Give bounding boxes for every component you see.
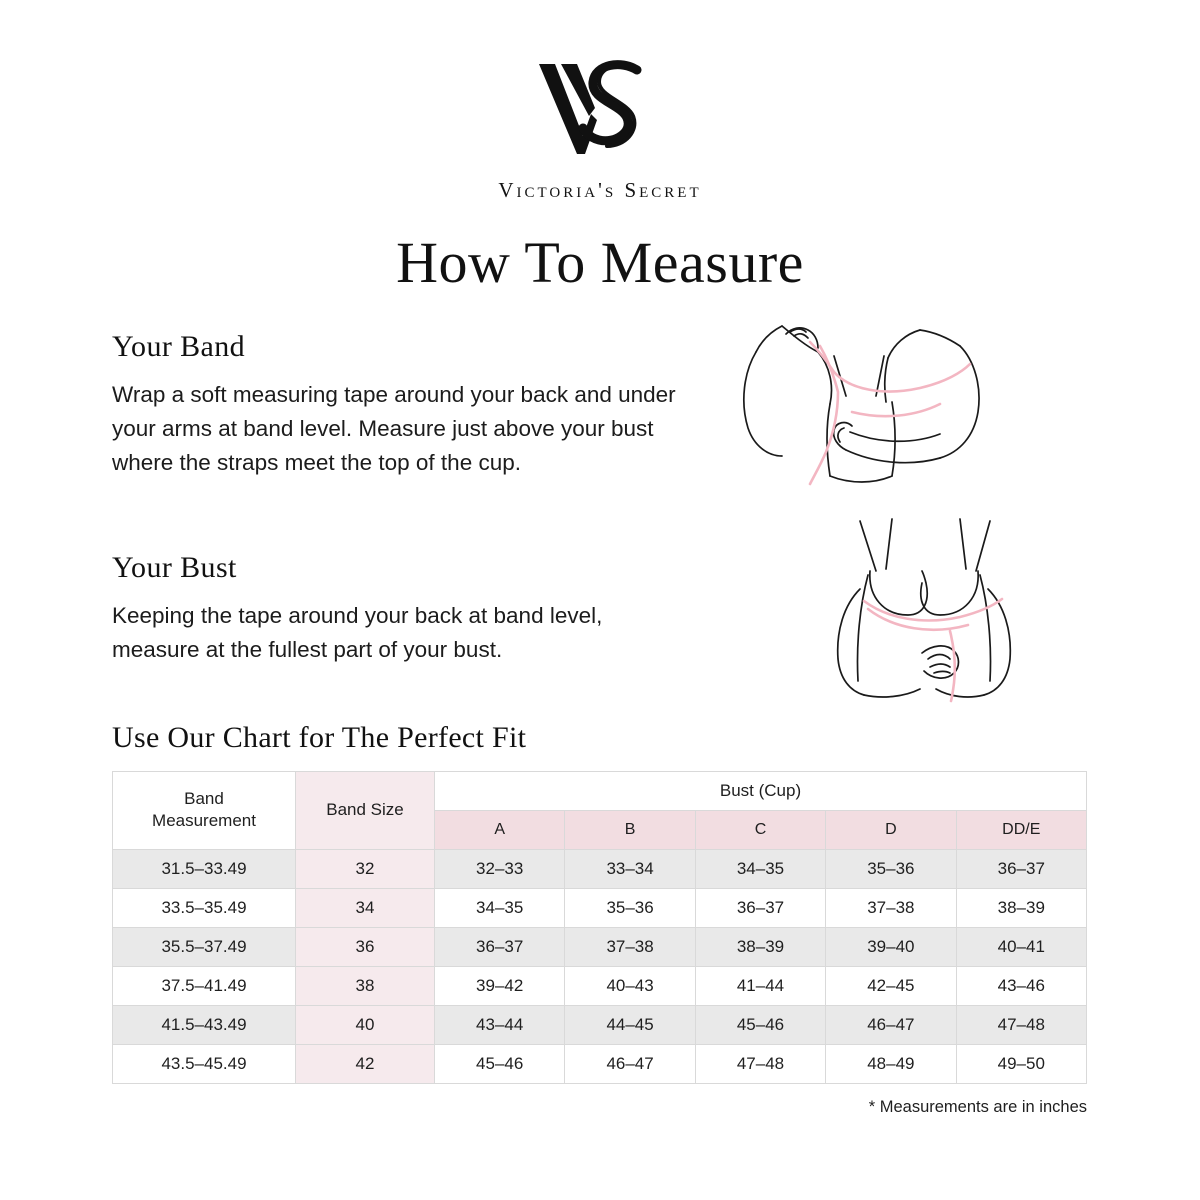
table-row — [113, 1005, 1087, 1044]
cell-band-measurement: 41.5‒43.49 — [113, 1005, 296, 1044]
header-band-size: Band Size — [296, 771, 435, 849]
cell-band-size: 40 — [296, 1005, 435, 1044]
table-body — [113, 849, 1087, 1083]
cell-cup-a: 45‒46 — [435, 1044, 565, 1083]
cell-cup-c: 41‒44 — [695, 966, 825, 1005]
vs-monogram-icon — [525, 58, 675, 168]
page-title: How To Measure — [396, 230, 804, 295]
header-band-measurement — [113, 771, 296, 849]
bra-size-table — [112, 771, 1087, 1084]
cell-band-size: 36 — [296, 927, 435, 966]
cell-band-measurement: 35.5‒37.49 — [113, 927, 296, 966]
header-bust-cup: Bust (Cup) — [435, 771, 1087, 810]
table-row — [113, 966, 1087, 1005]
cell-cup-c: 45‒46 — [695, 1005, 825, 1044]
cell-band-measurement: 37.5‒41.49 — [113, 966, 296, 1005]
cell-cup-b: 35‒36 — [565, 888, 695, 927]
section-your-bust — [0, 551, 1200, 667]
table-row — [113, 927, 1087, 966]
header-band-measurement-line1: Band — [184, 788, 224, 808]
cell-cup-a: 36‒37 — [435, 927, 565, 966]
cell-cup-d: 48‒49 — [826, 1044, 956, 1083]
cell-cup-dde: 40‒41 — [956, 927, 1086, 966]
cell-band-size: 42 — [296, 1044, 435, 1083]
cell-band-size: 34 — [296, 888, 435, 927]
cell-cup-d: 37‒38 — [826, 888, 956, 927]
cell-cup-a: 34‒35 — [435, 888, 565, 927]
cell-band-measurement: 31.5‒33.49 — [113, 849, 296, 888]
cell-band-size: 32 — [296, 849, 435, 888]
cell-cup-a: 32‒33 — [435, 849, 565, 888]
header-cup-d: D — [826, 810, 956, 849]
cell-band-measurement: 43.5‒45.49 — [113, 1044, 296, 1083]
cell-cup-d: 46‒47 — [826, 1005, 956, 1044]
table-row — [113, 888, 1087, 927]
chart-heading: Use Our Chart for The Perfect Fit — [112, 720, 527, 754]
section-body-bust: Keeping the tape around your back at band level, measure at the fullest part of your bust. — [112, 602, 603, 662]
table-row — [113, 1044, 1087, 1083]
cell-cup-b: 33‒34 — [565, 849, 695, 888]
section-body-band: Wrap a soft measuring tape around your back and under your arms at band level. Measure just above your bust where the straps meet the top of the cup. — [112, 382, 676, 476]
cell-band-size: 38 — [296, 966, 435, 1005]
cell-cup-c: 47‒48 — [695, 1044, 825, 1083]
cell-cup-b: 46‒47 — [565, 1044, 695, 1083]
brand-header — [0, 0, 1200, 203]
cell-cup-d: 39‒40 — [826, 927, 956, 966]
header-cup-b: B — [565, 810, 695, 849]
cell-cup-b: 37‒38 — [565, 927, 695, 966]
size-chart-section — [0, 721, 1200, 1117]
cell-cup-c: 38‒39 — [695, 927, 825, 966]
woman-measuring-band-illustration — [734, 316, 1104, 496]
measurement-footnote: * Measurements are in inches — [868, 1097, 1087, 1116]
cell-cup-dde: 43‒46 — [956, 966, 1086, 1005]
cell-cup-b: 44‒45 — [565, 1005, 695, 1044]
cell-cup-c: 34‒35 — [695, 849, 825, 888]
header-cup-c: C — [695, 810, 825, 849]
cell-cup-a: 43‒44 — [435, 1005, 565, 1044]
cell-cup-dde: 47‒48 — [956, 1005, 1086, 1044]
cell-cup-dde: 49‒50 — [956, 1044, 1086, 1083]
brand-name: Victoria's Secret — [498, 178, 702, 202]
cell-cup-dde: 38‒39 — [956, 888, 1086, 927]
cell-cup-dde: 36‒37 — [956, 849, 1086, 888]
cell-cup-a: 39‒42 — [435, 966, 565, 1005]
header-cup-a: A — [435, 810, 565, 849]
cell-cup-d: 35‒36 — [826, 849, 956, 888]
section-heading-band: Your Band — [112, 330, 246, 363]
header-band-measurement-line2: Measurement — [152, 811, 256, 831]
table-header-row-1 — [113, 771, 1087, 810]
cell-cup-d: 42‒45 — [826, 966, 956, 1005]
table-head — [113, 771, 1087, 849]
cell-band-measurement: 33.5‒35.49 — [113, 888, 296, 927]
section-heading-bust: Your Bust — [112, 550, 237, 584]
header-cup-dde: DD/E — [956, 810, 1086, 849]
cell-cup-b: 40‒43 — [565, 966, 695, 1005]
woman-measuring-bust-illustration — [764, 513, 1104, 703]
section-your-band — [0, 330, 1200, 481]
cell-cup-c: 36‒37 — [695, 888, 825, 927]
table-row — [113, 849, 1087, 888]
